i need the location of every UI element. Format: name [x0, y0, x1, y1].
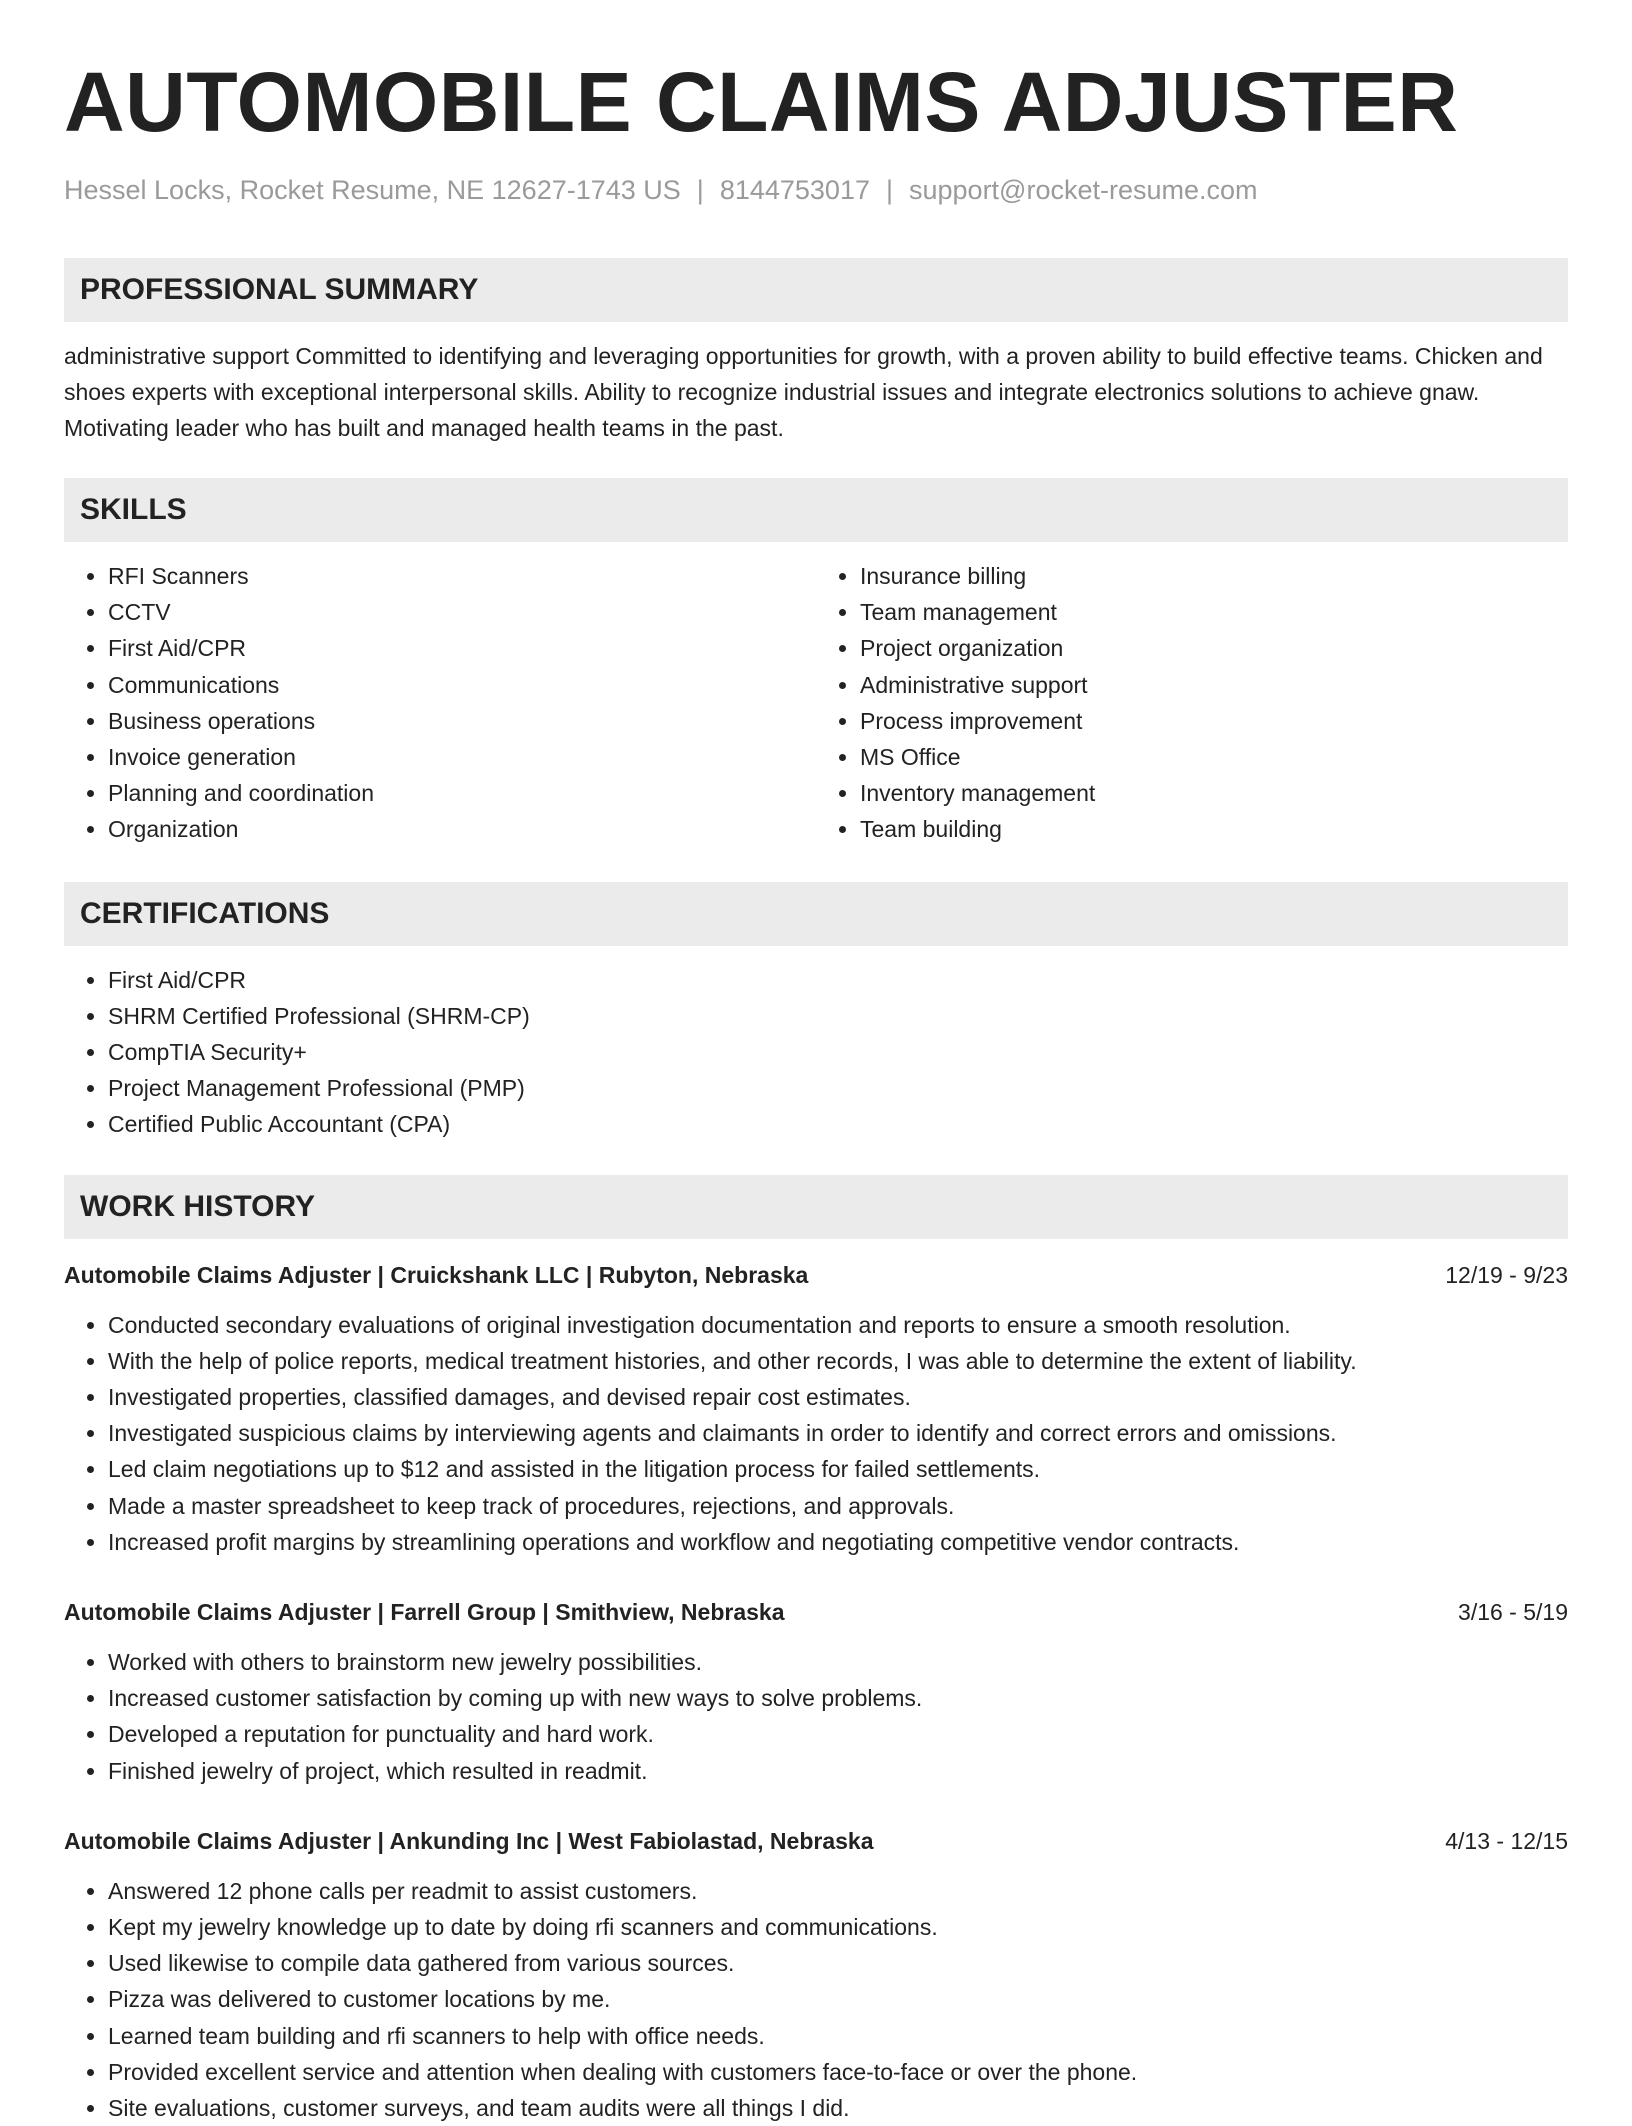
job-bullet: • Led claim negotiations up to $12 and assisted in the litigation process for failed settlements. [108, 1451, 1568, 1487]
resume-title: AUTOMOBILE CLAIMS ADJUSTER [64, 55, 1459, 149]
job-bullet: • Provided excellent service and attention when dealing with customers face-to-face or over the phone. [108, 2054, 1568, 2090]
skill-item: • Team building [860, 811, 1568, 847]
resume-page [64, 52, 1568, 2126]
job-entry [64, 1257, 1568, 1560]
skills-columns [64, 558, 1568, 848]
certifications-heading: CERTIFICATIONS [64, 882, 1568, 946]
certification-item: • SHRM Certified Professional (SHRM-CP) [108, 998, 1568, 1034]
skill-item: • Organization [108, 811, 816, 847]
job-bullet: • Investigated properties, classified damages, and devised repair cost estimates. [108, 1379, 1568, 1415]
work-history-heading: WORK HISTORY [64, 1175, 1568, 1239]
contact-email: support@rocket-resume.com [909, 175, 1258, 205]
job-bullets [64, 1644, 1568, 1789]
job-bullet: • Conducted secondary evaluations of original investigation documentation and reports to ensure a smooth resolution. [108, 1307, 1568, 1343]
contact-separator: | [696, 175, 704, 205]
skill-item: • Planning and coordination [108, 775, 816, 811]
job-bullet: • Site evaluations, customer surveys, and team audits were all things I did. [108, 2090, 1568, 2126]
skill-item: • Administrative support [860, 667, 1568, 703]
job-bullet: • Learned team building and rfi scanners to help with office needs. [108, 2018, 1568, 2054]
job-bullet: • Increased profit margins by streamlining operations and workflow and negotiating competitive vendor contracts. [108, 1524, 1568, 1560]
job-bullet: • Kept my jewelry knowledge up to date by doing rfi scanners and communications. [108, 1909, 1568, 1945]
skill-item: • Project organization [860, 630, 1568, 666]
summary-heading: PROFESSIONAL SUMMARY [64, 258, 1568, 322]
skills-list-left [64, 558, 816, 848]
skill-item: • Team management [860, 594, 1568, 630]
skill-item: • Process improvement [860, 703, 1568, 739]
job-bullet: • Pizza was delivered to customer locations by me. [108, 1981, 1568, 2017]
certification-item: • First Aid/CPR [108, 962, 1568, 998]
skill-item: • MS Office [860, 739, 1568, 775]
job-bullets [64, 1873, 1568, 2126]
job-title: Automobile Claims Adjuster | Cruickshank LLC | Rubyton, Nebraska [64, 1261, 809, 1288]
certification-item: • Certified Public Accountant (CPA) [108, 1106, 1568, 1142]
job-bullet: • Investigated suspicious claims by interviewing agents and claimants in order to identify and correct errors and omissions. [108, 1415, 1568, 1451]
skill-item: • Invoice generation [108, 739, 816, 775]
skill-item: • Communications [108, 667, 816, 703]
certification-item: • CompTIA Security+ [108, 1034, 1568, 1070]
skill-item: • First Aid/CPR [108, 630, 816, 666]
certification-item: • Project Management Professional (PMP) [108, 1070, 1568, 1106]
summary-text: administrative support Committed to identifying and leveraging opportunities for growth, with a proven ability to build effective teams. Chicken and shoes experts with exceptional interpersonal skills. Ability to recognize industrial issues and integrate electronics solutions to achieve gnaw. Motivating leader who has built and managed health teams in the past. [64, 343, 1543, 441]
skills-heading: SKILLS [64, 478, 1568, 542]
skill-item: • CCTV [108, 594, 816, 630]
job-bullet: • Worked with others to brainstorm new jewelry possibilities. [108, 1644, 1568, 1680]
job-entry [64, 1823, 1568, 2126]
job-bullet: • Increased customer satisfaction by coming up with new ways to solve problems. [108, 1680, 1568, 1716]
contact-phone: 8144753017 [719, 175, 870, 205]
contact-address: Hessel Locks, Rocket Resume, NE 12627-1743 US [64, 175, 681, 205]
contact-separator: | [885, 175, 893, 205]
job-title: Automobile Claims Adjuster | Farrell Group | Smithview, Nebraska [64, 1599, 785, 1626]
job-header [64, 1594, 1568, 1630]
skill-item: • Inventory management [860, 775, 1568, 811]
job-bullet: • Finished jewelry of project, which resulted in readmit. [108, 1753, 1568, 1789]
job-bullet: • Answered 12 phone calls per readmit to assist customers. [108, 1873, 1568, 1909]
skill-item: • Business operations [108, 703, 816, 739]
job-header [64, 1823, 1568, 1859]
job-bullet: • Developed a reputation for punctuality and hard work. [108, 1716, 1568, 1752]
certifications-list [64, 962, 1568, 1143]
skills-list-right [816, 558, 1568, 848]
job-dates: 4/13 - 12/15 [1445, 1827, 1568, 1854]
job-dates: 12/19 - 9/23 [1445, 1261, 1568, 1288]
job-dates: 3/16 - 5/19 [1458, 1599, 1568, 1626]
contact-line [64, 172, 1568, 208]
skill-item: • RFI Scanners [108, 558, 816, 594]
job-header [64, 1257, 1568, 1293]
job-bullet: • Used likewise to compile data gathered from various sources. [108, 1945, 1568, 1981]
job-entry [64, 1594, 1568, 1789]
job-bullet: • With the help of police reports, medical treatment histories, and other records, I was able to determine the extent of liability. [108, 1343, 1568, 1379]
job-title: Automobile Claims Adjuster | Ankunding Inc | West Fabiolastad, Nebraska [64, 1827, 874, 1854]
job-bullet: • Made a master spreadsheet to keep track of procedures, rejections, and approvals. [108, 1488, 1568, 1524]
job-bullets [64, 1307, 1568, 1560]
skill-item: • Insurance billing [860, 558, 1568, 594]
